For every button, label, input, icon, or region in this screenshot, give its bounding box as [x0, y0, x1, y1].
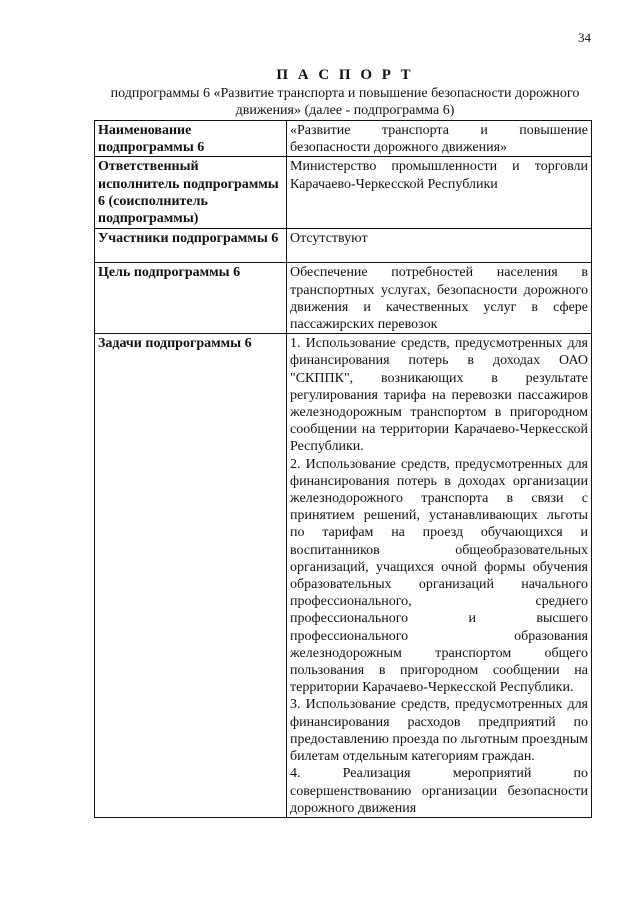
row-value-participants: Отсутствуют — [287, 229, 592, 263]
row-value-responsible: Министерство промышленности и торговли Карачаево-Черкесской Республики — [287, 157, 592, 229]
row-value-tasks — [287, 334, 592, 818]
table-row — [95, 263, 592, 334]
row-label-name: Наименование подпрограммы 6 — [95, 121, 287, 157]
passport-table — [94, 120, 592, 818]
table-row — [95, 229, 592, 263]
row-label-participants: Участники подпрограммы 6 — [95, 229, 287, 263]
table-row — [95, 157, 592, 229]
task-item-3: 3. Использование средств, предусмотренных для финансирования расходов предприятий по предоставлению проезда по льготным проездным билетам отдельным категориям граждан. — [290, 697, 588, 765]
table-row — [95, 121, 592, 157]
row-value-name: «Развитие транспорта и повышение безопасности дорожного движения» — [287, 121, 592, 157]
table-row — [95, 334, 592, 818]
passport-subheading: подпрограммы 6 «Развитие транспорта и повышение безопасности дорожного движения» (далее - подпрограмма 6) — [110, 86, 580, 118]
task-item-2: 2. Использование средств, предусмотренных для финансирования потерь в доходах организации железнодорожного транспорта в связи с принятием решений, устанавливающих льготы по тарифам на проезд обучающихся и воспитанников общеобразовательных организаций, учащихся очной формы обучения образовательных организаций начального профессионального, среднего профессионального и высшего профессионального образования железнодорожным транспортом общего пользования в пригородном сообщении на территории Карачаево-Черкесской Республики. — [290, 456, 588, 696]
row-value-goal: Обеспечение потребностей населения в транспортных услугах, безопасности дорожного движения и качественных услуг в сфере пассажирских перевозок — [287, 263, 592, 334]
page-number: 34 — [578, 30, 591, 45]
row-label-tasks: Задачи подпрограммы 6 — [95, 334, 287, 818]
task-item-1: 1. Использование средств, предусмотренных для финансирования потерь в доходах ОАО "СКППК", возникающих в результате регулирования тарифа на перевозки пассажиров железнодорожным транспортом в пригородном сообщении на территории Карачаево-Черкесской Республики. — [290, 336, 588, 455]
task-item-4: 4. Реализация мероприятий по совершенствованию организации безопасности дорожного движения — [290, 766, 588, 816]
passport-heading: П А С П О Р Т — [276, 67, 414, 83]
row-label-goal: Цель подпрограммы 6 — [95, 263, 287, 334]
row-label-responsible: Ответственный исполнитель подпрограммы 6 (соисполнитель подпрограммы) — [95, 157, 287, 229]
